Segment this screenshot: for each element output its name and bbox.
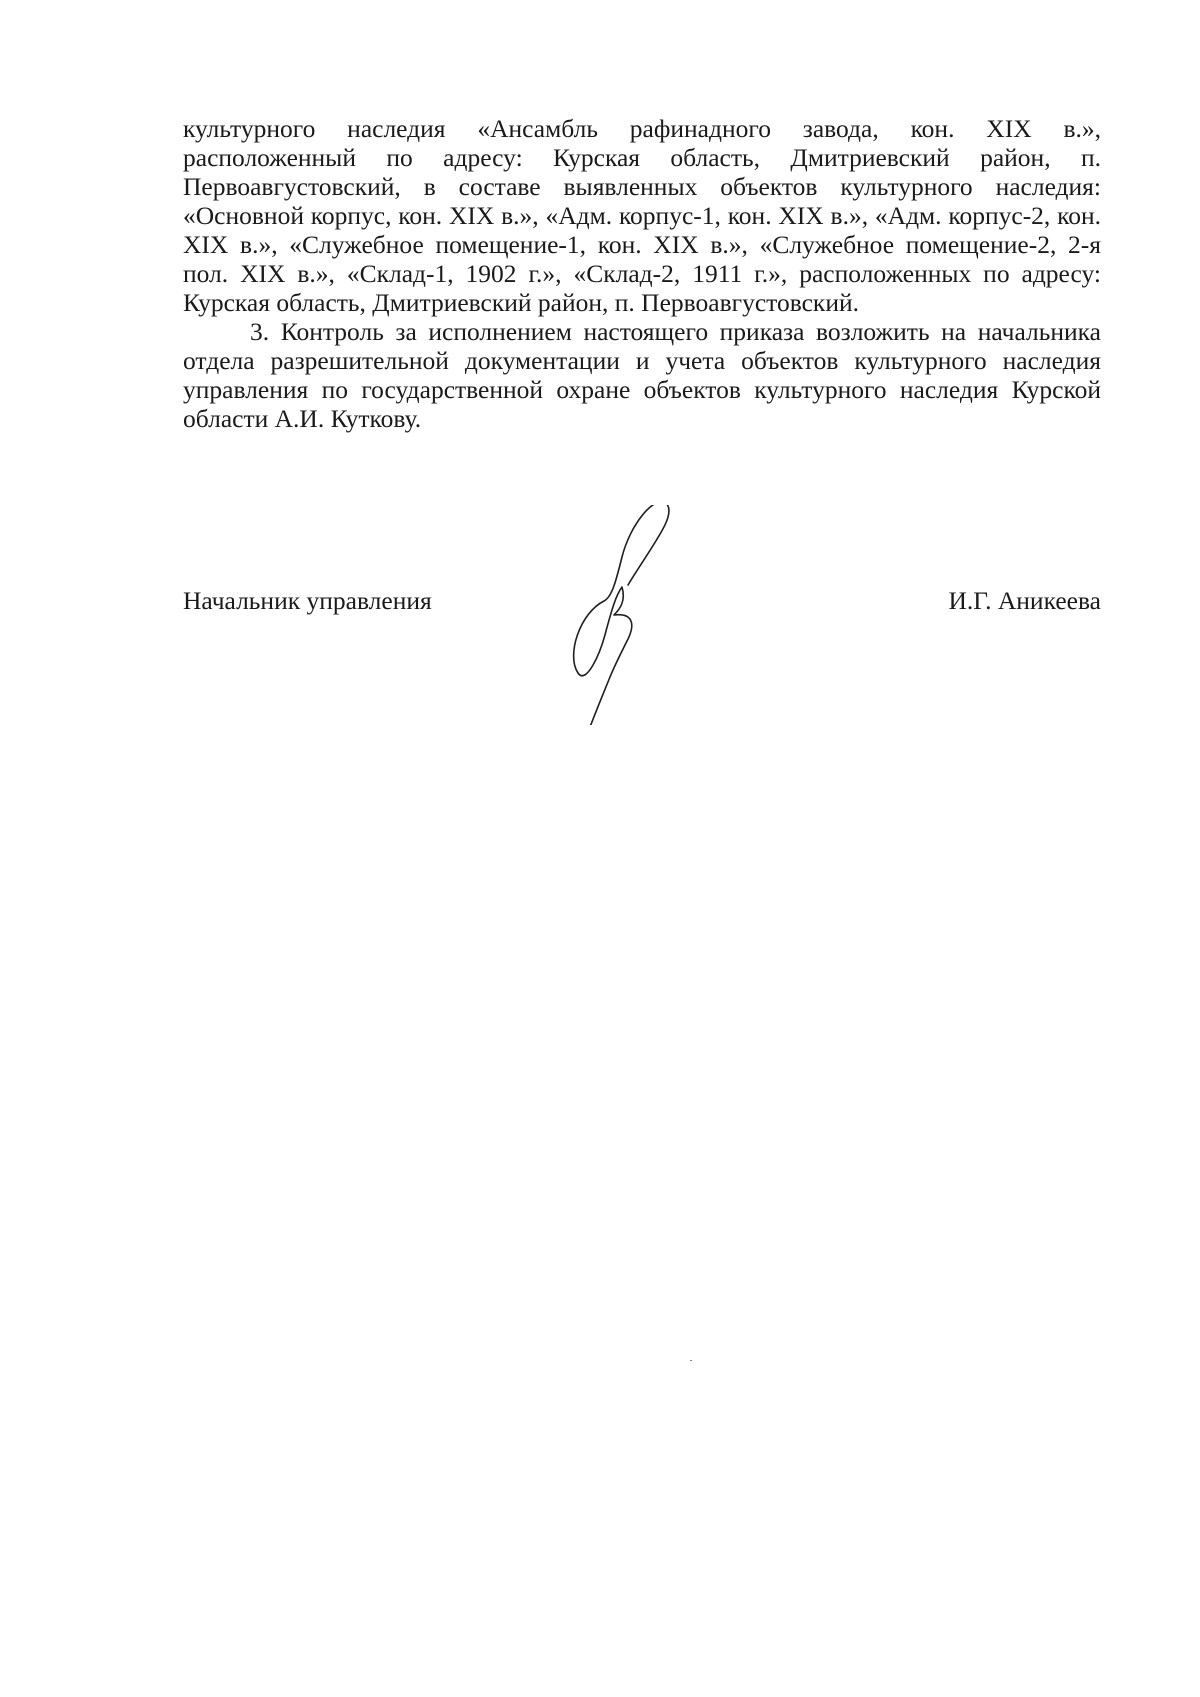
document-body (183, 114, 1101, 433)
signatory-name: И.Г. Аникеева (948, 586, 1101, 615)
paragraph-3: 3. Контроль за исполнением настоящего приказа возложить на начальника отдела разрешительной документации и учета объектов культурного наследия управления по государственной охране объектов культурного наследия Курской области А.И. Куткову. (183, 317, 1101, 433)
scan-speck (690, 1360, 692, 1361)
handwritten-signature (560, 505, 720, 725)
signatory-position: Начальник управления (183, 586, 432, 615)
paragraph-continued: культурного наследия «Ансамбль рафинадного завода, кон. XIX в.», расположенный по адресу: Курская область, Дмитриевский район, п. Первоавгустовский, в составе выявленных объектов культурного наследия: «Основной корпус, кон. XIX в.», «Адм. корпус-1, кон. XIX в.», «Адм. корпус-2, кон. XIX в.», «Служебное помещение-1, кон. XIX в.», «Служебное помещение-2, 2-я пол. XIX в.», «Склад-1, 1902 г.», «Склад-2, 1911 г.», расположенных по адресу: Курская область, Дмитриевский район, п. Первоавгустовский. (183, 114, 1101, 317)
